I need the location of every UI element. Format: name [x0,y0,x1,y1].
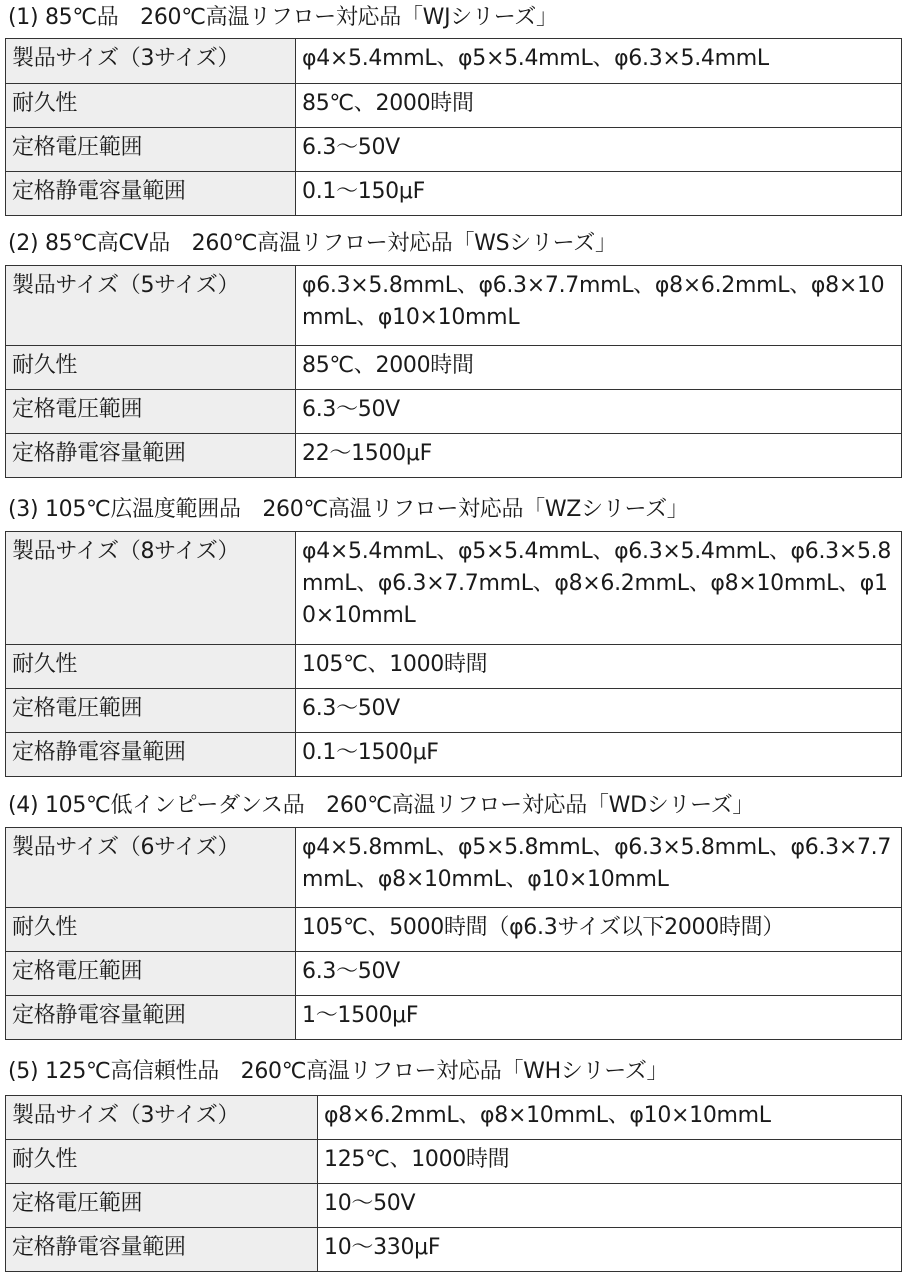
row-value: 10～330μF [318,1228,902,1272]
row-label: 耐久性 [6,84,296,128]
row-label: 製品サイズ（8サイズ） [6,532,296,645]
table-row-durability [6,84,902,128]
row-label: 製品サイズ（6サイズ） [6,828,296,908]
row-value: 6.3～50V [296,128,902,172]
table-row-capacitance [6,996,902,1040]
table-row-durability [6,908,902,952]
row-label: 定格電圧範囲 [6,390,296,434]
table-row-capacitance [6,434,902,478]
row-value: φ4×5.4mmL、φ5×5.4mmL、φ6.3×5.4mmL [296,39,902,84]
row-value: 1～1500μF [296,996,902,1040]
row-label: 定格電圧範囲 [6,952,296,996]
row-label: 耐久性 [6,1140,318,1184]
row-value: 0.1～150μF [296,172,902,216]
table-row-durability [6,346,902,390]
spec-table-ws [5,265,902,478]
spec-table-wj [5,38,902,216]
row-label: 定格電圧範囲 [6,689,296,733]
row-label: 耐久性 [6,908,296,952]
row-value: 105℃、1000時間 [296,645,902,689]
row-label: 耐久性 [6,346,296,390]
row-value: 85℃、2000時間 [296,84,902,128]
row-value: 10～50V [318,1184,902,1228]
row-value: 125℃、1000時間 [318,1140,902,1184]
section-caption-wd: (4) 105℃低インピーダンス品 260℃高温リフロー対応品「WDシリーズ」 [8,793,755,818]
row-value: φ4×5.4mmL、φ5×5.4mmL、φ6.3×5.4mmL、φ6.3×5.8mmL、φ6.3×7.7mmL、φ8×6.2mmL、φ8×10mmL、φ10×10mmL [296,532,902,645]
row-label: 定格静電容量範囲 [6,996,296,1040]
row-value: 6.3～50V [296,952,902,996]
row-label: 定格静電容量範囲 [6,172,296,216]
row-label: 定格静電容量範囲 [6,434,296,478]
row-label: 定格静電容量範囲 [6,733,296,777]
section-caption-wz: (3) 105℃広温度範囲品 260℃高温リフロー対応品「WZシリーズ」 [8,497,689,522]
table-row-voltage [6,390,902,434]
row-value: φ6.3×5.8mmL、φ6.3×7.7mmL、φ8×6.2mmL、φ8×10mmL、φ10×10mmL [296,266,902,346]
table-row-size [6,1096,902,1140]
row-label: 定格電圧範囲 [6,128,296,172]
row-value: 0.1～1500μF [296,733,902,777]
table-row-durability [6,1140,902,1184]
table-row-size [6,532,902,645]
row-label: 定格静電容量範囲 [6,1228,318,1272]
table-row-voltage [6,952,902,996]
row-value: 6.3～50V [296,390,902,434]
row-value: 85℃、2000時間 [296,346,902,390]
row-value: 105℃、5000時間（φ6.3サイズ以下2000時間） [296,908,902,952]
row-label: 定格電圧範囲 [6,1184,318,1228]
row-value: 6.3～50V [296,689,902,733]
row-label: 製品サイズ（5サイズ） [6,266,296,346]
row-label: 製品サイズ（3サイズ） [6,1096,318,1140]
section-caption-ws: (2) 85℃高CV品 260℃高温リフロー対応品「WSシリーズ」 [8,231,617,256]
table-row-durability [6,645,902,689]
spec-table-wz [5,531,902,777]
table-row-capacitance [6,172,902,216]
row-label: 耐久性 [6,645,296,689]
row-value: 22～1500μF [296,434,902,478]
spec-table-wh [5,1095,902,1272]
section-caption-wh: (5) 125℃高信頼性品 260℃高温リフロー対応品「WHシリーズ」 [8,1059,669,1084]
row-value: φ8×6.2mmL、φ8×10mmL、φ10×10mmL [318,1096,902,1140]
section-caption-wj: (1) 85℃品 260℃高温リフロー対応品「WJシリーズ」 [8,5,558,30]
table-row-voltage [6,128,902,172]
table-row-voltage [6,689,902,733]
table-row-size [6,828,902,908]
table-row-size [6,266,902,346]
table-row-voltage [6,1184,902,1228]
table-row-size [6,39,902,84]
spec-table-wd [5,827,902,1040]
row-value: φ4×5.8mmL、φ5×5.8mmL、φ6.3×5.8mmL、φ6.3×7.7mmL、φ8×10mmL、φ10×10mmL [296,828,902,908]
table-row-capacitance [6,1228,902,1272]
table-row-capacitance [6,733,902,777]
row-label: 製品サイズ（3サイズ） [6,39,296,84]
